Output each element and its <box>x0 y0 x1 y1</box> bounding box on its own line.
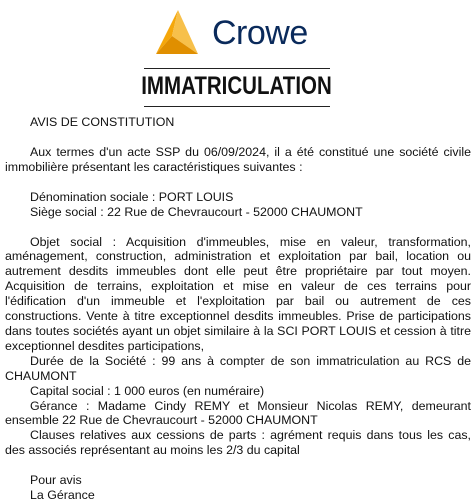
crowe-logo <box>152 6 322 62</box>
page-title: IMMATRICULATION <box>141 72 332 100</box>
pour-avis-line: Pour avis <box>30 473 82 488</box>
clauses-paragraph: Clauses relatives aux cessions de parts : agrément requis dans tous les cas, des associés représentant au moins les 2/3 du capital <box>5 428 471 458</box>
title-rule-top <box>144 68 330 69</box>
title-rule-bottom <box>144 106 330 107</box>
capital-line: Capital social : 1 000 euros (en numéraire) <box>30 383 265 398</box>
objet-paragraph: Objet social : Acquisition d'immeubles, mise en valeur, transformation, aménagement, construction, administration et exploitation par bail, location ou autrement desdits immeubles dont elle peut être propriétaire par tout moyen. Acquisition de terrains, exploitation et mise en valeur de ces terrains pour l'édification d'un immeuble et l'exploitation par bail ou autrement de ces constructions. Vente à titre exceptionnel desdits immeubles. Prise de participations dans toutes sociétés ayant un objet similaire à la SCI PORT LOUIS et cession à titre exceptionnel desdites participations, <box>5 234 471 353</box>
crowe-mark-icon <box>152 6 208 62</box>
intro-paragraph: Aux termes d'un acte SSP du 06/09/2024, il a été constitué une société civile immobilière présentant les caractéristiques suivantes : <box>5 144 471 174</box>
gerance-paragraph: Gérance : Madame Cindy REMY et Monsieur Nicolas REMY, demeurant ensemble 22 Rue de Chevraucourt - 52000 CHAUMONT <box>5 398 471 428</box>
denomination-line: Dénomination sociale : PORT LOUIS <box>30 189 234 204</box>
signature-line: La Gérance <box>30 488 95 503</box>
duree-paragraph: Durée de la Société : 99 ans à compter de son immatriculation au RCS de CHAUMONT <box>5 353 471 383</box>
notice-heading: AVIS DE CONSTITUTION <box>30 115 175 129</box>
logo-wordmark: Crowe <box>212 14 308 52</box>
notice-body <box>5 115 471 503</box>
siege-line: Siège social : 22 Rue de Chevraucourt - 52000 CHAUMONT <box>30 204 363 219</box>
